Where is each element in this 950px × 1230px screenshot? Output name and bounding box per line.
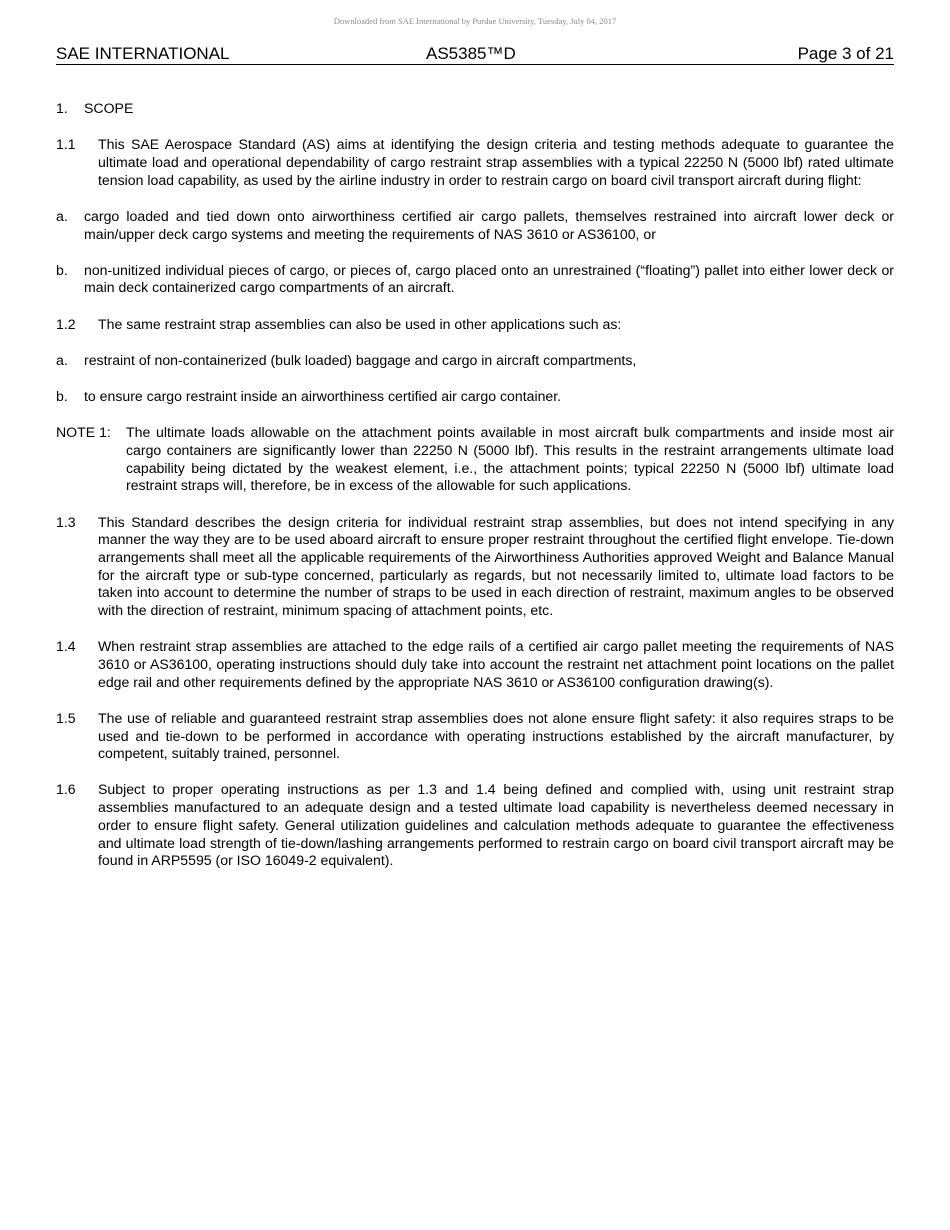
list-marker: a. bbox=[56, 351, 68, 368]
paragraph-text: The same restraint strap assemblies can also be used in other applications such as: bbox=[98, 315, 622, 332]
list-item-b bbox=[56, 388, 894, 406]
paragraph-1-1 bbox=[56, 136, 894, 189]
paragraph-number: 1.1 bbox=[56, 136, 76, 153]
header-organization: SAE INTERNATIONAL bbox=[56, 44, 230, 63]
paragraph-1-5 bbox=[56, 710, 894, 763]
paragraph-text: When restraint strap assemblies are attached to the edge rails of a certified air cargo pallet meeting the requirements of NAS 3610 or AS36100, operating instructions should duly take into account the restraint net attachment point locations on the pallet edge rail and other requirements defined by the appropriate NAS 3610 or AS36100 configuration drawing(s). bbox=[98, 638, 894, 690]
list-item-text: cargo loaded and tied down onto airworthiness certified air cargo pallets, themselves restrained into aircraft lower deck or main/upper deck cargo systems and meeting the requirements of NAS 3610 or AS36100, or bbox=[84, 207, 894, 242]
section-title: SCOPE bbox=[84, 100, 134, 116]
download-watermark: Downloaded from SAE International by Purdue University, Tuesday, July 04, 2017 bbox=[333, 16, 617, 26]
list-marker: b. bbox=[56, 388, 68, 405]
page-header bbox=[56, 44, 894, 65]
note-label: NOTE 1: bbox=[56, 424, 111, 441]
list-item-a bbox=[56, 208, 894, 243]
paragraph-number: 1.2 bbox=[56, 315, 76, 332]
paragraph-number: 1.6 bbox=[56, 781, 76, 798]
header-page-number: Page 3 of 21 bbox=[797, 44, 894, 63]
paragraph-number: 1.3 bbox=[56, 513, 76, 530]
paragraph-text: The use of reliable and guaranteed restraint strap assemblies does not alone ensure flight safety: it also requires straps to be used and tie-down to be performed in accordance with operating instructions established by the aircraft manufacturer, by competent, suitably trained, personnel. bbox=[98, 709, 894, 762]
paragraph-1-6 bbox=[56, 781, 894, 870]
list-item-text: restraint of non-containerized (bulk loaded) baggage and cargo in aircraft compartments, bbox=[84, 351, 637, 368]
paragraph-number: 1.4 bbox=[56, 638, 76, 655]
list-marker: a. bbox=[56, 207, 68, 224]
note-text: The ultimate loads allowable on the attachment points available in most aircraft bulk compartments and inside most air cargo containers are significantly lower than 22250 N (5000 lbf). This results in the restraint arrangements ultimate load capability being dictated by the weakest element, i.e., the attachment points; typical 22250 N (5000 lbf) ultimate load restraint straps will, therefore, be in excess of the allowable for such applications. bbox=[126, 424, 894, 494]
paragraph-text: Subject to proper operating instructions as per 1.3 and 1.4 being defined and complied with, using unit restraint strap assemblies manufactured to an adequate design and a tested ultimate load capability is nevertheless deemed necessary in order to ensure flight safety. General utilization guidelines and calculation methods adequate to guarantee the effectiveness and ultimate load strength of tie-down/lashing arrangements performed to restrain cargo on board civil transport aircraft may be found in ARP5595 (or ISO 16049-2 equivalent). bbox=[98, 781, 894, 869]
paragraph-text: This SAE Aerospace Standard (AS) aims at identifying the design criteria and testing methods adequate to guarantee the ultimate load and operational dependability of cargo restraint strap assemblies with a typical 22250 N (5000 lbf) rated ultimate tension load capability, as used by the airline industry in order to restrain cargo on board civil transport aircraft during flight: bbox=[98, 136, 894, 188]
header-document-id: AS5385™D bbox=[426, 44, 516, 63]
paragraph-1-4 bbox=[56, 638, 894, 691]
paragraph-number: 1.5 bbox=[56, 709, 76, 726]
paragraph-text: This Standard describes the design criteria for individual restraint strap assemblies, but does not intend specifying in any manner the way they are to be used aboard aircraft to ensure proper restraint throughout the certified flight envelope. Tie-down arrangements shall meet all the applicable requirements of the Airworthiness Authorities approved Weight and Balance Manual for the aircraft type or sub-type concerned, particularly as regards, but not necessarily limited to, ultimate load factors to be taken into account to determine the number of straps to be used in each direction of restraint, maximum angles to be observed with the direction of restraint, minimum spacing of attachment points, etc. bbox=[98, 513, 894, 619]
list-marker: b. bbox=[56, 261, 68, 278]
list-item-text: to ensure cargo restraint inside an airworthiness certified air cargo container. bbox=[84, 388, 562, 405]
paragraph-1-3 bbox=[56, 514, 894, 620]
list-item-a bbox=[56, 352, 894, 370]
page-body bbox=[56, 100, 894, 870]
section-number: 1. bbox=[56, 100, 68, 116]
list-item-text: non-unitized individual pieces of cargo, or pieces of, cargo placed onto an unrestrained (“floating”) pallet into either lower deck or main deck containerized cargo compartments of an aircraft. bbox=[84, 261, 894, 296]
note-1 bbox=[56, 424, 894, 495]
paragraph-1-2 bbox=[56, 316, 894, 334]
list-item-b bbox=[56, 262, 894, 297]
section-heading bbox=[56, 100, 894, 118]
